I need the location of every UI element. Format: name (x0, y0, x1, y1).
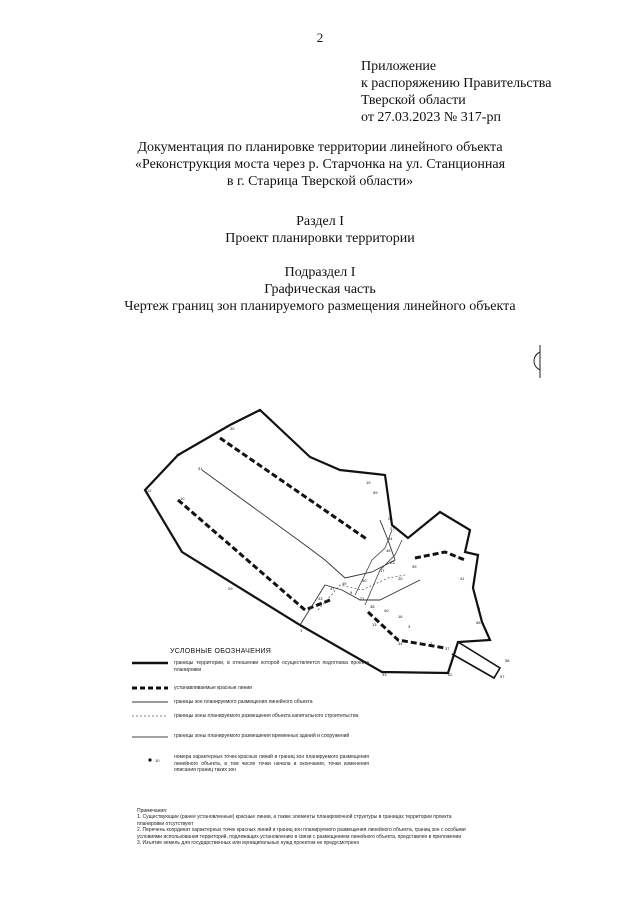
red-line (368, 612, 445, 648)
point-label: 27 (390, 526, 395, 531)
section-line: Раздел I (296, 214, 344, 229)
point-label: 19 (366, 480, 371, 485)
title-line: в г. Старица Тверской области» (226, 174, 414, 189)
appendix-line: к распоряжению Правительства (361, 76, 552, 91)
point-label: 16 (398, 614, 403, 619)
red-line (178, 500, 330, 610)
point-label: 59 (373, 490, 378, 495)
point-label: 2 (430, 641, 433, 646)
point-label: 6 (478, 606, 481, 611)
legend-item-text: границы зон планируемого размещения линейного объекта (174, 699, 313, 705)
note-item: 3. Изъятие земель для государственных или муниципальных нужд проектом не предусмотрено (137, 840, 360, 847)
point-label: 3 (408, 624, 411, 629)
point-label: 50 (362, 578, 367, 583)
subsection-line: Графическая часть (264, 282, 376, 297)
point-label: 12 (147, 488, 152, 493)
point-label: 8 (258, 408, 261, 413)
linear-object-zone (202, 470, 395, 578)
point-label: 11 (176, 452, 181, 457)
point-label: 47 (330, 586, 335, 591)
north-arrow-icon (534, 345, 540, 378)
appendix-line: Приложение (361, 59, 437, 74)
legend-item-text: границы зоны планируемого размещения объекта капитального строительства (174, 713, 359, 719)
point-labels (147, 408, 510, 679)
point-label: 40 (384, 608, 389, 613)
legend-item-text: границы зоны планируемого размещения временных зданий и сооружений (174, 733, 350, 739)
point-label: 39 (412, 564, 417, 569)
point-label: 45 (386, 548, 391, 553)
point-label: 44 (388, 536, 393, 541)
point-label: 13 (372, 622, 377, 627)
red-line (220, 438, 368, 540)
point-label: 33 (382, 672, 387, 677)
point-label: 52 (448, 672, 453, 677)
point-label: 56 (476, 620, 481, 625)
title-line: «Реконструкция моста через р. Старчонка на ул. Станционная (134, 157, 506, 172)
red-line (415, 552, 465, 560)
point-label: 22 (388, 516, 393, 521)
point-label: 38 (370, 604, 375, 609)
point-label: 20 (398, 576, 403, 581)
point-label: 9 (350, 590, 353, 595)
point-label: 37 (445, 646, 450, 651)
legend-item-text: границы территории, в отношении которой осуществляется подготовка проекта планировки (174, 660, 369, 673)
point-label: 10 (180, 496, 185, 501)
point-label: 57 (500, 674, 505, 679)
point-label: 21 (360, 596, 365, 601)
legend-symbol-point-label: 10 (155, 758, 160, 763)
point-label: 34 (398, 641, 403, 646)
legend-title: УСЛОВНЫЕ ОБОЗНАЧЕНИЯ (170, 648, 272, 655)
note-item: 2. Перечень координат характерных точек красных линий и границ зон планируемого размещения линейного объекта, границ зон с особыми условиями использования территорий, подлежащих установлению в связи с размещением линейного объекта, представлен в приложении (137, 827, 466, 840)
point-label: 49 (342, 581, 347, 586)
point-label: 5 (474, 592, 477, 597)
point-label: 58 (505, 658, 510, 663)
point-label: 1 (300, 628, 303, 633)
legend-item-text: устанавливаемые красные линии (174, 685, 252, 691)
territory-boundary (145, 410, 490, 673)
notes-block (137, 808, 467, 846)
notes-heading: Примечания: (137, 808, 168, 814)
note-item: 1. Существующие (ранее установленные) красные линии, а также элементы планировочной структуры в границах территории проекта планировки отсутствуют (137, 814, 452, 827)
point-label: 23 (390, 560, 395, 565)
point-label: 30 (230, 426, 235, 431)
title-line: Документация по планировке территории линейного объекта (137, 140, 503, 155)
point-label: 41 (460, 576, 465, 581)
legend-item-text: номера характерных точек красных линий и границ зон планируемого размещения линейного объекта, в том числе точки начала и окончания, точки изменения описания границ таких зон (174, 754, 369, 773)
point-label: 29 (228, 586, 233, 591)
point-label: 17 (380, 568, 385, 573)
road-stub (452, 642, 500, 678)
section-line: Проект планировки территории (225, 231, 415, 246)
legend-symbol-point (148, 758, 151, 761)
point-label: 31 (198, 466, 203, 471)
subsection-line: Подраздел I (284, 265, 356, 280)
appendix-line: Тверской области (361, 93, 466, 108)
appendix-line: от 27.03.2023 № 317-рп (361, 110, 501, 125)
subsection-line: Чертеж границ зон планируемого размещения линейного объекта (124, 299, 516, 314)
page-number: 2 (316, 30, 324, 45)
point-label: 43 (318, 596, 323, 601)
